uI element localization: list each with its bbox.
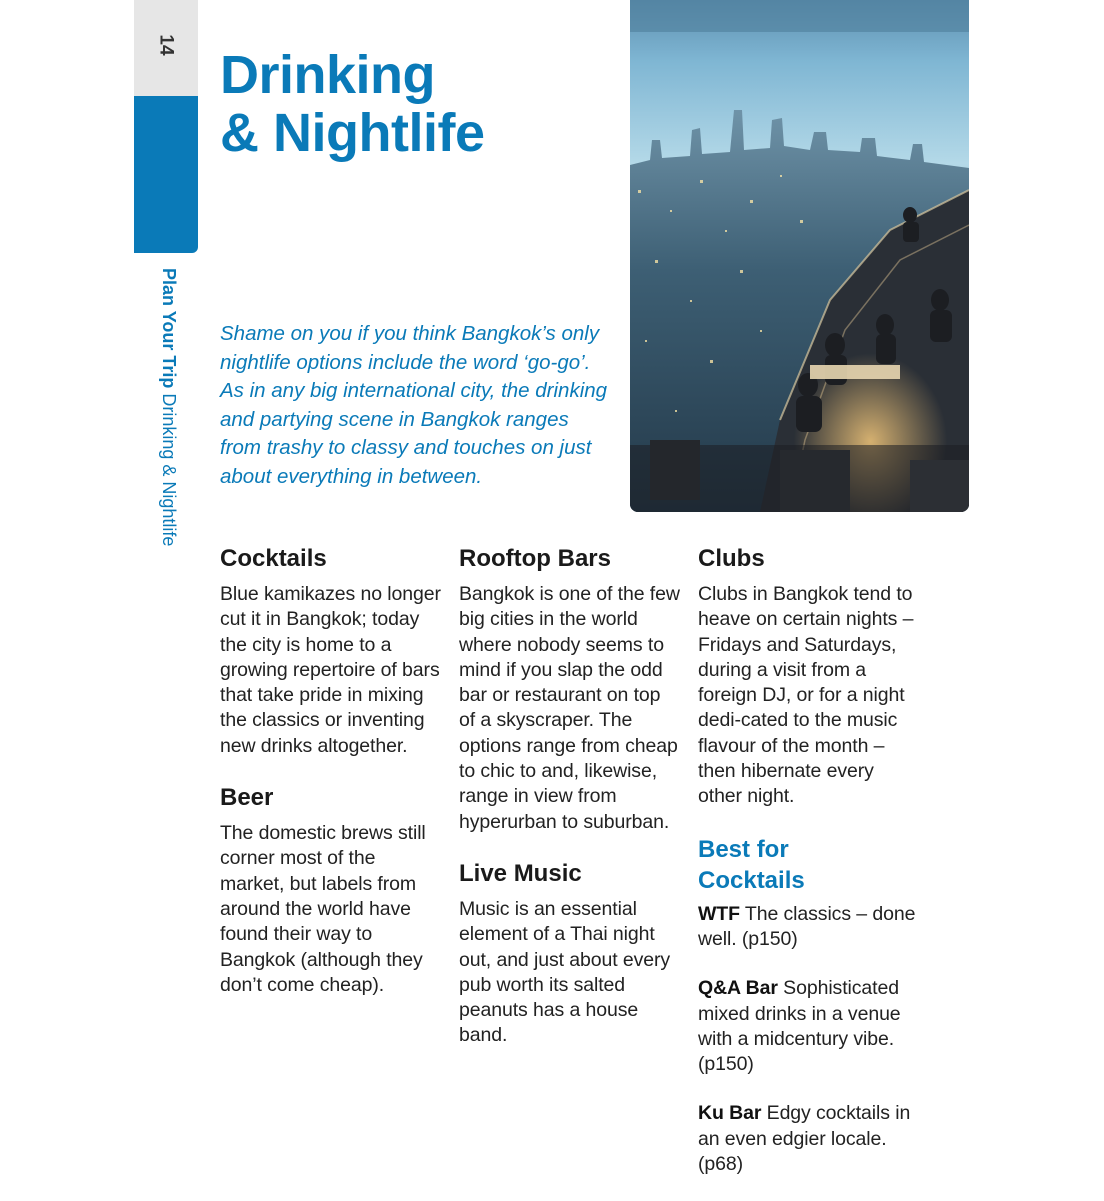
page-number [134,0,198,96]
column-left [220,544,442,1022]
page-number-text: 14 [155,34,177,56]
rooftop-bar-photo [630,0,969,512]
best-item [698,1101,920,1177]
chapter-tab-blue [134,96,198,253]
intro-paragraph: Shame on you if you think Bangkok’s only nightlife options include the word ‘go-go’. As in any big international city, the drinking and partying scene in Bangkok ranges from trashy to classy and touches on just about everything in between. [220,322,608,488]
rooftop-body: Bangkok is one of the few big cities in the world where nobody seems to mind if you slap the odd bar or restaurant on top of a skyscraper. The options range from cheap to chic to and, likewise, range in view from hyperurban to suburban. [459,583,680,833]
clubs-heading: Clubs [698,545,765,572]
best-item-name: Q&A Bar [698,977,778,1000]
best-for-title [698,834,920,896]
best-item-name: WTF [698,902,740,925]
best-item-desc: Sophisticated mixed drinks in a venue with a midcentury vibe. (p150) [698,977,901,1076]
page-title [220,46,484,162]
best-for-title-line1: Best for [698,835,789,863]
best-item-desc: The classics – done well. (p150) [698,902,916,950]
best-item [698,902,920,953]
live-music-body: Music is an essential element of a Thai night out, and just about every pub worth its salted peanuts has a house band. [459,897,671,1047]
column-middle [459,544,681,1073]
cocktails-body: Blue kamikazes no longer cut it in Bangkok; today the city is home to a growing repertoire of bars that take pride in mixing the classics or inventing new drinks altogether. [220,583,441,757]
live-music-heading: Live Music [459,859,582,887]
clubs-body: Clubs in Bangkok tend to heave on certain nights – Fridays and Saturdays, during a visit from a foreign DJ, or for a night dedi-cated to the music flavour of the month – then hibernate every other night. [698,583,914,808]
best-item-name: Ku Bar [698,1102,762,1125]
best-item-desc: Edgy cocktails in an even edgier locale. (p68) [698,1102,911,1176]
rooftop-bar-photo-illustration [630,0,969,512]
beer-body: The domestic brews still corner most of the market, but labels from around the world have found their way to Bangkok (although they don’t come cheap). [220,822,426,996]
column-right [698,544,920,1201]
running-header [158,268,179,546]
best-item [698,976,920,1077]
best-for-title-line2: Cocktails [698,866,805,894]
running-header-section: Plan Your Trip [159,268,179,389]
cocktails-heading: Cocktails [220,545,327,572]
rooftop-heading: Rooftop Bars [459,545,611,572]
beer-heading: Beer [220,784,274,812]
page-title-line1: Drinking [220,45,436,105]
page-title-line2: & Nightlife [220,103,485,163]
running-header-topic: Drinking & Nightlife [159,393,179,547]
